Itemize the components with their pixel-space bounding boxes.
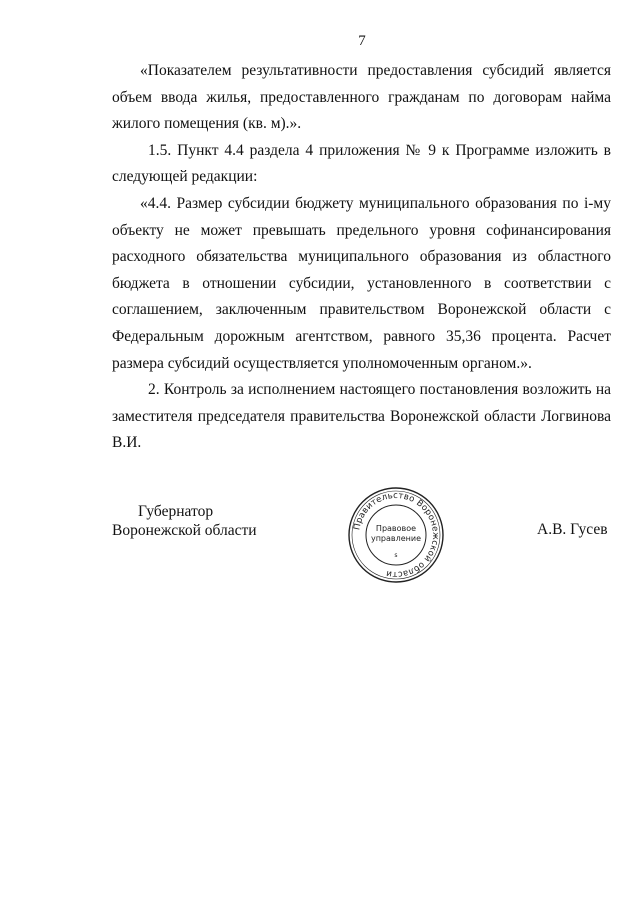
signature-block (0, 485, 640, 595)
stamp-center-line2: управление (370, 534, 422, 543)
stamp-ring-text: Правительство Воронежской области (352, 490, 441, 580)
paragraph-item-1-5: 1.5. Пункт 4.4 раздела 4 приложения № 9 к Программе изложить в следующей редакции: (112, 141, 611, 186)
signatory-name: А.В. Гусев (537, 521, 608, 538)
paragraph-control: 2. Контроль за исполнением настоящего постановления возложить на заместителя председателя правительства Воронежской области Логвинова В.И. (112, 381, 611, 452)
signatory-title-line1: Губернатор (138, 503, 214, 520)
official-stamp-icon (346, 485, 446, 585)
signatory-title (112, 502, 257, 540)
page-number: 7 (358, 33, 366, 49)
paragraph-indicator: «Показателем результативности предоставления субсидий является объем ввода жилья, предоставленного гражданам по договорам найма жилого помещения (кв. м).». (112, 62, 611, 133)
paragraph-item-4-4: «4.4. Размер субсидии бюджету муниципального образования по i-му объекту не может превышать предельного уровня софинансирования расходного обязательства муниципального образования из областного бюджета в отношении субсидии, установленного в соответствии с соглашением, заключенным правительством Воронежской области с Федеральным дорожным агентством, равного 35,36 процента. Расчет размера субсидий осуществляется уполномоченным органом.». (112, 194, 611, 372)
signatory-title-line2: Воронежской области (112, 522, 257, 539)
stamp-mark: s (394, 552, 398, 559)
document-body (112, 58, 611, 457)
stamp-center-line1: Правовое (375, 524, 417, 533)
